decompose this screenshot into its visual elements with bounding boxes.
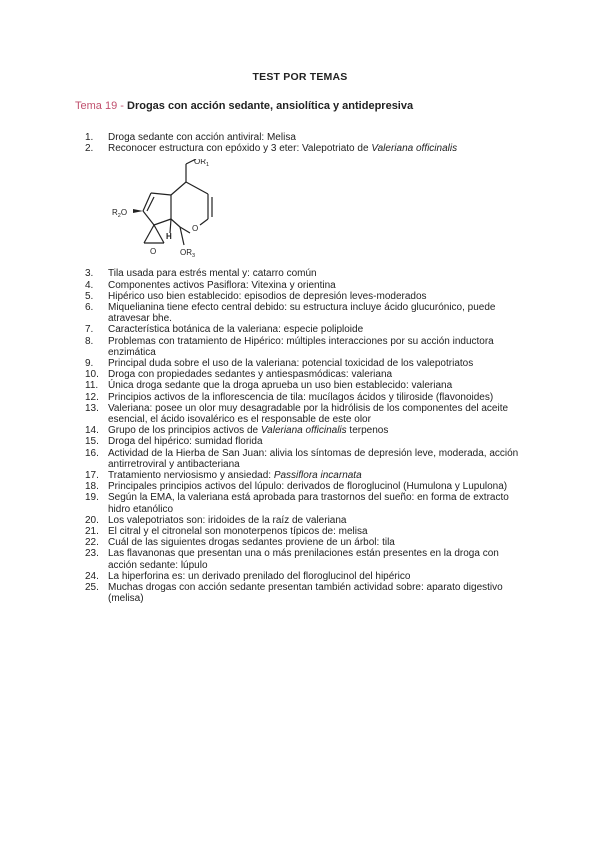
item-text-part: Actividad de la Hierba de San Juan: alivia los síntomas de depresión leve, moderada, acción antirretroviral y antibacteriana bbox=[108, 447, 519, 470]
label-or1: $OR_1$ bbox=[194, 159, 210, 169]
list-item bbox=[85, 143, 525, 154]
bond bbox=[154, 225, 164, 243]
item-text bbox=[108, 582, 525, 604]
item-text-italic: Passiflora incarnata bbox=[273, 470, 362, 482]
item-number: 16. bbox=[85, 447, 99, 459]
item-text-part: Tratamiento nerviosismo y ansiedad: bbox=[108, 470, 274, 482]
item-number: 12. bbox=[85, 391, 99, 403]
item-number: 9. bbox=[85, 358, 94, 370]
bond bbox=[171, 182, 186, 195]
item-number: 1. bbox=[85, 132, 94, 143]
item-text-part: Droga sedante con acción antiviral: Melisa bbox=[108, 132, 296, 143]
label-or3: $OR_3$ bbox=[180, 248, 196, 260]
item-text bbox=[108, 515, 525, 526]
item-text-part: terpenos bbox=[346, 425, 389, 437]
item-text bbox=[108, 280, 525, 291]
tema-heading bbox=[75, 100, 413, 112]
label-r2o: $R_2O$ bbox=[112, 208, 128, 220]
item-text bbox=[108, 470, 525, 481]
list-item bbox=[85, 369, 525, 380]
item-text bbox=[108, 369, 525, 380]
document-title: TEST POR TEMAS bbox=[252, 71, 348, 83]
item-text-part: Las flavanonas que presentan una o más prenilaciones están presentes en la droga con acción sedante: lúpulo bbox=[108, 548, 499, 571]
list-item bbox=[85, 280, 525, 291]
item-text-part: Característica botánica de la valeriana: especie poliploide bbox=[108, 324, 364, 336]
item-text bbox=[108, 324, 525, 335]
item-number: 3. bbox=[85, 268, 94, 280]
item-text bbox=[108, 336, 525, 358]
tema-separator: - bbox=[120, 100, 124, 112]
item-text bbox=[108, 571, 525, 582]
tema-title: Drogas con acción sedante, ansiolítica y antidepresiva bbox=[127, 100, 414, 112]
list-item bbox=[85, 436, 525, 447]
item-text-part: El citral y el citronelal son monoterpenos típicos de: melisa bbox=[108, 526, 368, 538]
item-number: 11. bbox=[85, 380, 99, 392]
list-item bbox=[85, 537, 525, 548]
item-text bbox=[108, 358, 525, 369]
list-item bbox=[85, 132, 525, 143]
item-text bbox=[108, 448, 525, 470]
list-item bbox=[85, 358, 525, 369]
item-text bbox=[108, 526, 525, 537]
list-item bbox=[85, 548, 525, 570]
item-text bbox=[108, 403, 525, 425]
item-text bbox=[108, 291, 525, 302]
item-number: 13. bbox=[85, 402, 99, 414]
item-text-italic: Valeriana officinalis bbox=[371, 143, 458, 155]
item-text bbox=[108, 436, 525, 447]
item-text-part: Principales principios activos del lúpulo: derivados de floroglucinol (Humulona y Lupulona) bbox=[108, 481, 508, 493]
item-number: 19. bbox=[85, 492, 99, 504]
item-number: 21. bbox=[85, 526, 99, 538]
item-text-part: Valeriana: posee un olor muy desagradable por la hidrólisis de los componentes del aceite esencial, el ácido isovalérico es el responsable de este olor bbox=[108, 402, 509, 426]
bond bbox=[200, 219, 208, 225]
item-text-part: Miquelianina tiene efecto central debido: su estructura incluye ácido glucurónico, puede atravesar bhe. bbox=[108, 302, 496, 325]
item-text bbox=[108, 392, 525, 403]
bond bbox=[151, 193, 171, 195]
bond bbox=[143, 193, 151, 211]
item-text bbox=[108, 537, 525, 548]
list-item bbox=[85, 336, 525, 358]
item-number: 23. bbox=[85, 548, 99, 560]
label-o-ring: O bbox=[192, 224, 199, 234]
item-number: 14. bbox=[85, 425, 99, 437]
item-number: 10. bbox=[85, 369, 99, 381]
item-text-part: Principios activos de la inflorescencia de tila: mucílagos ácidos y tiliroside (flavonoides) bbox=[108, 391, 494, 403]
list-item bbox=[85, 380, 525, 391]
item-text-part: Componentes activos Pasiflora: Vitexina y orientina bbox=[108, 279, 336, 291]
item-number: 15. bbox=[85, 436, 99, 448]
list-item bbox=[85, 302, 525, 324]
item-number: 24. bbox=[85, 570, 99, 582]
question-list bbox=[85, 132, 525, 605]
item-text-part: Tila usada para estrés mental y: catarro común bbox=[108, 268, 317, 280]
list-item bbox=[85, 481, 525, 492]
bond bbox=[171, 219, 180, 227]
item-text-part: Única droga sedante que la droga aprueba un uso bien establecido: valeriana bbox=[108, 380, 453, 392]
item-text-part: Grupo de los principios activos de bbox=[108, 425, 261, 437]
item-text bbox=[108, 302, 525, 324]
bond bbox=[143, 211, 154, 225]
label-o-epoxide: O bbox=[150, 247, 157, 257]
list-item bbox=[85, 291, 525, 302]
bond bbox=[154, 219, 171, 225]
bond bbox=[144, 225, 154, 243]
item-text-part: Reconocer estructura con epóxido y 3 eter: Valepotriato de bbox=[108, 143, 372, 155]
item-text bbox=[108, 268, 525, 279]
item-text-italic: Valeriana officinalis bbox=[260, 425, 347, 437]
item-text-part: Según la EMA, la valeriana está aprobada para trastornos del sueño: en forma de extracto hidro etanólico bbox=[108, 492, 509, 515]
list-item bbox=[85, 403, 525, 425]
item-number: 17. bbox=[85, 470, 99, 482]
item-number: 4. bbox=[85, 279, 94, 291]
item-text bbox=[108, 380, 525, 391]
item-text bbox=[108, 492, 525, 514]
item-text-part: Droga con propiedades sedantes y antiespasmódicas: valeriana bbox=[108, 369, 393, 381]
item-text-part: Los valepotriatos son: iridoides de la raíz de valeriana bbox=[108, 514, 347, 526]
item-number: 7. bbox=[85, 324, 94, 336]
item-text-part: Principal duda sobre el uso de la valeriana: potencial toxicidad de los valepotriatos bbox=[108, 358, 474, 370]
item-text bbox=[108, 132, 525, 143]
wedge-bond bbox=[133, 209, 143, 213]
item-text-part: Cuál de las siguientes drogas sedantes proviene de un árbol: tila bbox=[108, 537, 395, 549]
list-item bbox=[85, 392, 525, 403]
bond bbox=[186, 182, 208, 194]
item-text bbox=[108, 143, 525, 154]
bond bbox=[170, 219, 171, 233]
tema-number: Tema 19 bbox=[75, 100, 118, 112]
list-item bbox=[85, 515, 525, 526]
list-item bbox=[85, 324, 525, 335]
list-item bbox=[85, 470, 525, 481]
item-number: 2. bbox=[85, 143, 94, 155]
item-number: 18. bbox=[85, 481, 99, 493]
item-number: 20. bbox=[85, 514, 99, 526]
item-text-part: Droga del hipérico: sumidad florida bbox=[108, 436, 263, 448]
item-number: 22. bbox=[85, 537, 99, 549]
item-text-part: Muchas drogas con acción sedante presentan también actividad sobre: aparato digestivo (melisa) bbox=[108, 582, 503, 605]
item-number: 8. bbox=[85, 335, 94, 347]
list-item bbox=[85, 492, 525, 514]
item-number: 6. bbox=[85, 302, 94, 314]
list-item bbox=[85, 268, 525, 279]
item-text-part: La hiperforina es: un derivado prenilado del floroglucinol del hipérico bbox=[108, 570, 411, 582]
label-h: H bbox=[166, 232, 172, 242]
list-item bbox=[85, 448, 525, 470]
list-item bbox=[85, 582, 525, 604]
molecule-structure-diagram bbox=[108, 159, 248, 264]
item-text bbox=[108, 425, 525, 436]
list-item bbox=[85, 526, 525, 537]
item-text-part: Problemas con tratamiento de Hipérico: múltiples interacciones por su acción inductora enzimática bbox=[108, 335, 494, 358]
list-item bbox=[85, 571, 525, 582]
item-number: 5. bbox=[85, 290, 94, 302]
item-number: 25. bbox=[85, 582, 99, 594]
list-item bbox=[85, 425, 525, 436]
item-text bbox=[108, 548, 525, 570]
item-text-part: Hipérico uso bien establecido: episodios de depresión leves-moderados bbox=[108, 290, 427, 302]
item-text bbox=[108, 481, 525, 492]
valepotriate-structure-figure bbox=[85, 154, 525, 268]
